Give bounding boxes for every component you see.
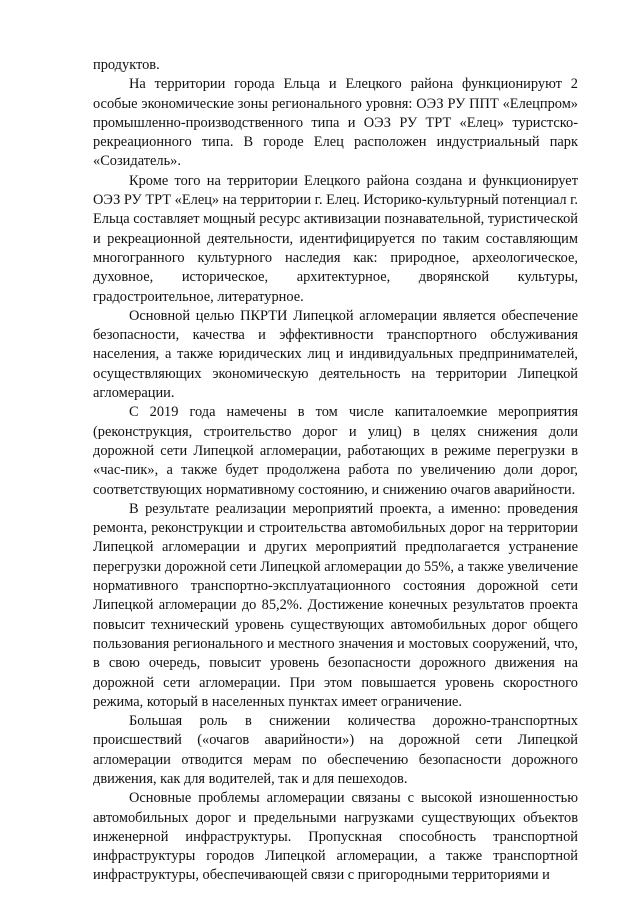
paragraph-continuation: продуктов. <box>93 57 160 73</box>
document-body <box>93 56 578 886</box>
paragraph-cultural-potential: Кроме того на территории Елецкого района создана и функционирует ОЭЗ РУ ТРТ «Елец» на территории г. Елец. Историко-культурный потенциал г. Ельца составляет мощный ресурс активизации познавательной, туристической и рекреационной деятельности, идентифицируется по таким составляющим многогранного культурного наследия как: природное, археологическое, духовное, историческое, архитектурное, дворянской культуры, градостроительное, литературное. <box>93 172 578 305</box>
paragraph-road-safety: Большая роль в снижении количества дорожно-транспортных происшествий («очагов аварийности») на дорожной сети Липецкой агломерации отводится мерам по обеспечению безопасности дорожного движения, как для водителей, так и для пешеходов. <box>93 713 578 787</box>
paragraph-main-goal: Основной целью ПКРТИ Липецкой агломерации является обеспечение безопасности, качества и эффективности транспортного обслуживания населения, а также юридических лиц и индивидуальных предпринимателей, осуществляющих экономическую деятельность на территории Липецкой агломерации. <box>93 307 578 402</box>
paragraph-project-results: В результате реализации мероприятий проекта, а именно: проведения ремонта, реконструкции и строительства автомобильных дорог на территории Липецкой агломерации и других мероприятий предполагается устранение перегрузки дорожной сети Липецкой агломерации до 55%, а также увеличение нормативного транспортно-эксплуатационного состояния дорожной сети Липецкой агломерации до 85,2%. Достижение конечных результатов проекта повысит технический уровень существующих автомобильных дорог общего пользования регионального и местного значения и мостовых сооружений, что, в свою очередь, повысит уровень безопасности дорожного движения на дорожной сети агломерации. При этом повышается уровень скоростного режима, который в населенных пунктах имеет ограничение. <box>93 500 578 710</box>
paragraph-economic-zones: На территории города Ельца и Елецкого района функционируют 2 особые экономические зоны регионального уровня: ОЭЗ РУ ППТ «Елецпром» промышленно-производственного типа и ОЭЗ РУ ТРТ «Елец» туристско-рекреационного типа. В городе Елец расположен индустриальный парк «Созидатель». <box>93 76 578 170</box>
paragraph-main-problems: Основные проблемы агломерации связаны с высокой изношенностью автомобильных дорог и предельными нагрузками существующих объектов инженерной инфраструктуры. Пропускная способность транспортной инфраструктуры городов Липецкой агломерации, а также транспортной инфраструктуры, обеспечивающей связи с пригородными территориями и <box>93 790 578 884</box>
paragraph-planned-measures: С 2019 года намечены в том числе капиталоемкие мероприятия (реконструкция, строительство дорог и улиц) в целях снижения доли дорожной сети Липецкой агломерации, работающих в режиме перегрузки в «час-пик», а также будет продолжена работа по увеличению доли дорог, соответствующих нормативному состоянию, и снижению очагов аварийности. <box>93 404 578 498</box>
